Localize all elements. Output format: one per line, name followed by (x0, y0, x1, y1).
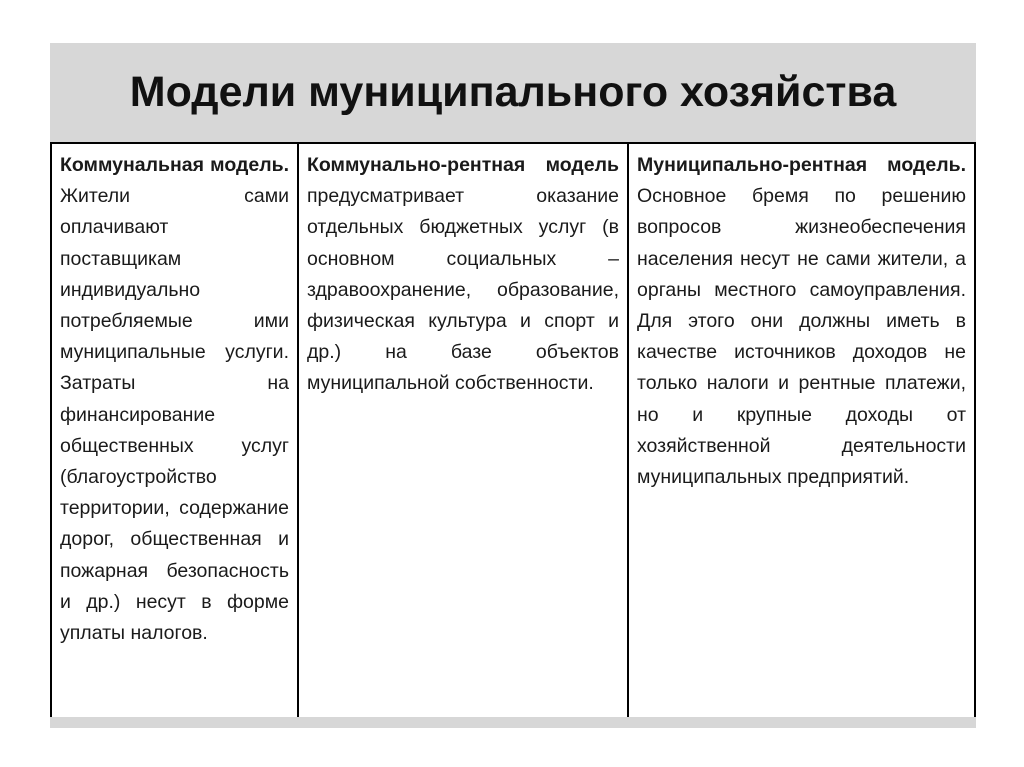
model-name: Коммунально-рентная модель (307, 154, 619, 176)
model-name: Муниципально-рентная модель. (637, 154, 966, 176)
model-column-communal-rent (299, 144, 629, 717)
slide-title: Модели муниципального хозяйства (129, 67, 897, 116)
model-description: Основное бремя по решению вопросов жизнеобеспечения населения несут не сами жители, а органы местного самоуправления. Для этого они должны иметь в качестве источников доходов не только налоги и рентные платежи, но и крупные доходы от хозяйственной деятельности муниципальных предприятий. (637, 185, 966, 489)
model-name: Коммунальная модель. (60, 154, 289, 176)
model-description: Жители сами оплачивают поставщикам индивидуально потребляемые ими муниципальные услуги. Затраты на финансирование общественных услуг (благоустройство территории, содержание дорог, общественная и пожарная безопасность и др.) несут в форме уплаты налогов. (60, 185, 289, 645)
model-column-communal (52, 144, 299, 717)
model-description: предусматривает оказание отдельных бюджетных услуг (в основном социальных – здравоохранение, образование, физическая культура и спорт и др.) на базе объектов муниципальной собственности. (307, 185, 619, 395)
models-table (50, 142, 976, 717)
model-column-municipal-rent (629, 144, 974, 717)
slide-bottom-strip (50, 717, 976, 728)
